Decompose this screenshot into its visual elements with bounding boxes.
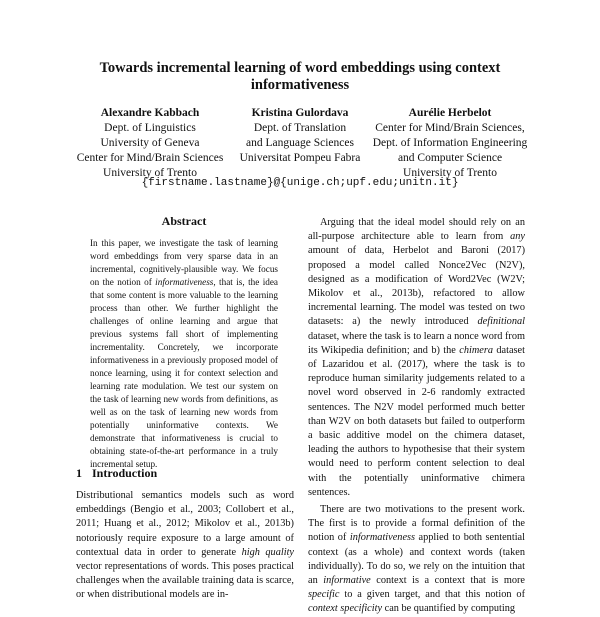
author-name: Alexandre Kabbach — [100, 107, 200, 119]
author-name: Aurélie Herbelot — [408, 107, 492, 119]
section-title: Introduction — [92, 466, 158, 480]
affiliation-line: University of Trento — [403, 167, 497, 179]
section-heading-introduction — [76, 466, 296, 481]
affiliation-line: Dept. of Translation — [253, 122, 347, 134]
affiliation-line: and Computer Science — [397, 152, 503, 164]
affiliation-line: and Language Sciences — [246, 137, 354, 149]
affiliation-line: University of Trento — [103, 167, 197, 179]
paper-title: Towards incremental learning of word embeddings using context informativeness — [99, 60, 501, 93]
affiliation-line: Universitat Pompeu Fabra — [239, 152, 361, 164]
abstract-text: In this paper, we investigate the task of learning word embeddings from very sparse data in an incremental, cognitively-plausible way. We focus on the notion of informativeness, that is, the idea that some content is more valuable to the learning process than other. We further highlight the challenges of online learning and argue that previous systems fall short of implementing incrementality. Concretely, we incorporate informativeness in a previously proposed model of nonce learning, using it for context selection and learning rate modulation. We test our system on the task of learning new words from definitions, as well as on the task of learning new words from potentially uninformative contexts. We demonstrate that informativeness is crucial to obtaining state-of-the-art performance in a truly incremental setup. — [90, 238, 279, 469]
abstract-heading: Abstract — [161, 214, 207, 228]
author-herbelot — [350, 106, 550, 181]
affiliation-line: University of Geneva — [100, 137, 200, 149]
author-name: Kristina Gulordava — [251, 107, 349, 119]
affiliation-line: Dept. of Linguistics — [104, 122, 196, 134]
paragraph: There are two motivations to the present work. The first is to provide a formal definition of the notion of informativeness applied to both sentential context (as a whole) and context words (taken individually). To do so, we rely on the intuition that an informative context is a context that is more specific to a given target, and that this notion of context specificity can be quantified by computing — [308, 504, 526, 615]
right-column-text — [308, 216, 525, 617]
affiliation-line: Dept. of Information Engineering — [372, 137, 528, 149]
section-number: 1 — [76, 466, 82, 480]
affiliation-line: Center for Mind/Brain Sciences, — [375, 122, 525, 134]
introduction-text: Distributional semantics models such as word embeddings (Bengio et al., 2003; Collobert et al., 2011; Huang et al., 2012; Mikolov et al., 2013b) notoriously require exposure to a large amount of contextual data in order to generate high quality vector representations of words. This poses practical challenges when the available training data is scarce, or when distributional models are in- — [76, 490, 295, 601]
affiliation-line: Center for Mind/Brain Sciences — [76, 152, 224, 164]
paragraph: Arguing that the ideal model should rely on an all-purpose architecture able to learn from any amount of data, Herbelot and Baroni (2017) proposed a model called Nonce2Vec (N2V), designed as a modification of Word2Vec (W2V; Mikolov et al., 2013b), refactored to allow incremental learning. The model was tested on two datasets: a) the newly introduced definitional dataset, where the task is to learn a nonce word from its Wikipedia definition; and b) the chimera dataset of Lazaridou et al. (2017), where the task is to reproduce human similarity judgements related to a novel word observed in 2-6 randomly extracted sentences. The N2V model performed much better than W2V on both datasets but failed to outperform a basic additive model on the chimera dataset, leading the authors to hypothesise that their system would need to perform content selection to deal with the potentially uninformative chimera sentences. — [308, 217, 526, 498]
author-emails: {firstname.lastname}@{unige.ch;upf.edu;unitn.it} — [141, 177, 459, 189]
